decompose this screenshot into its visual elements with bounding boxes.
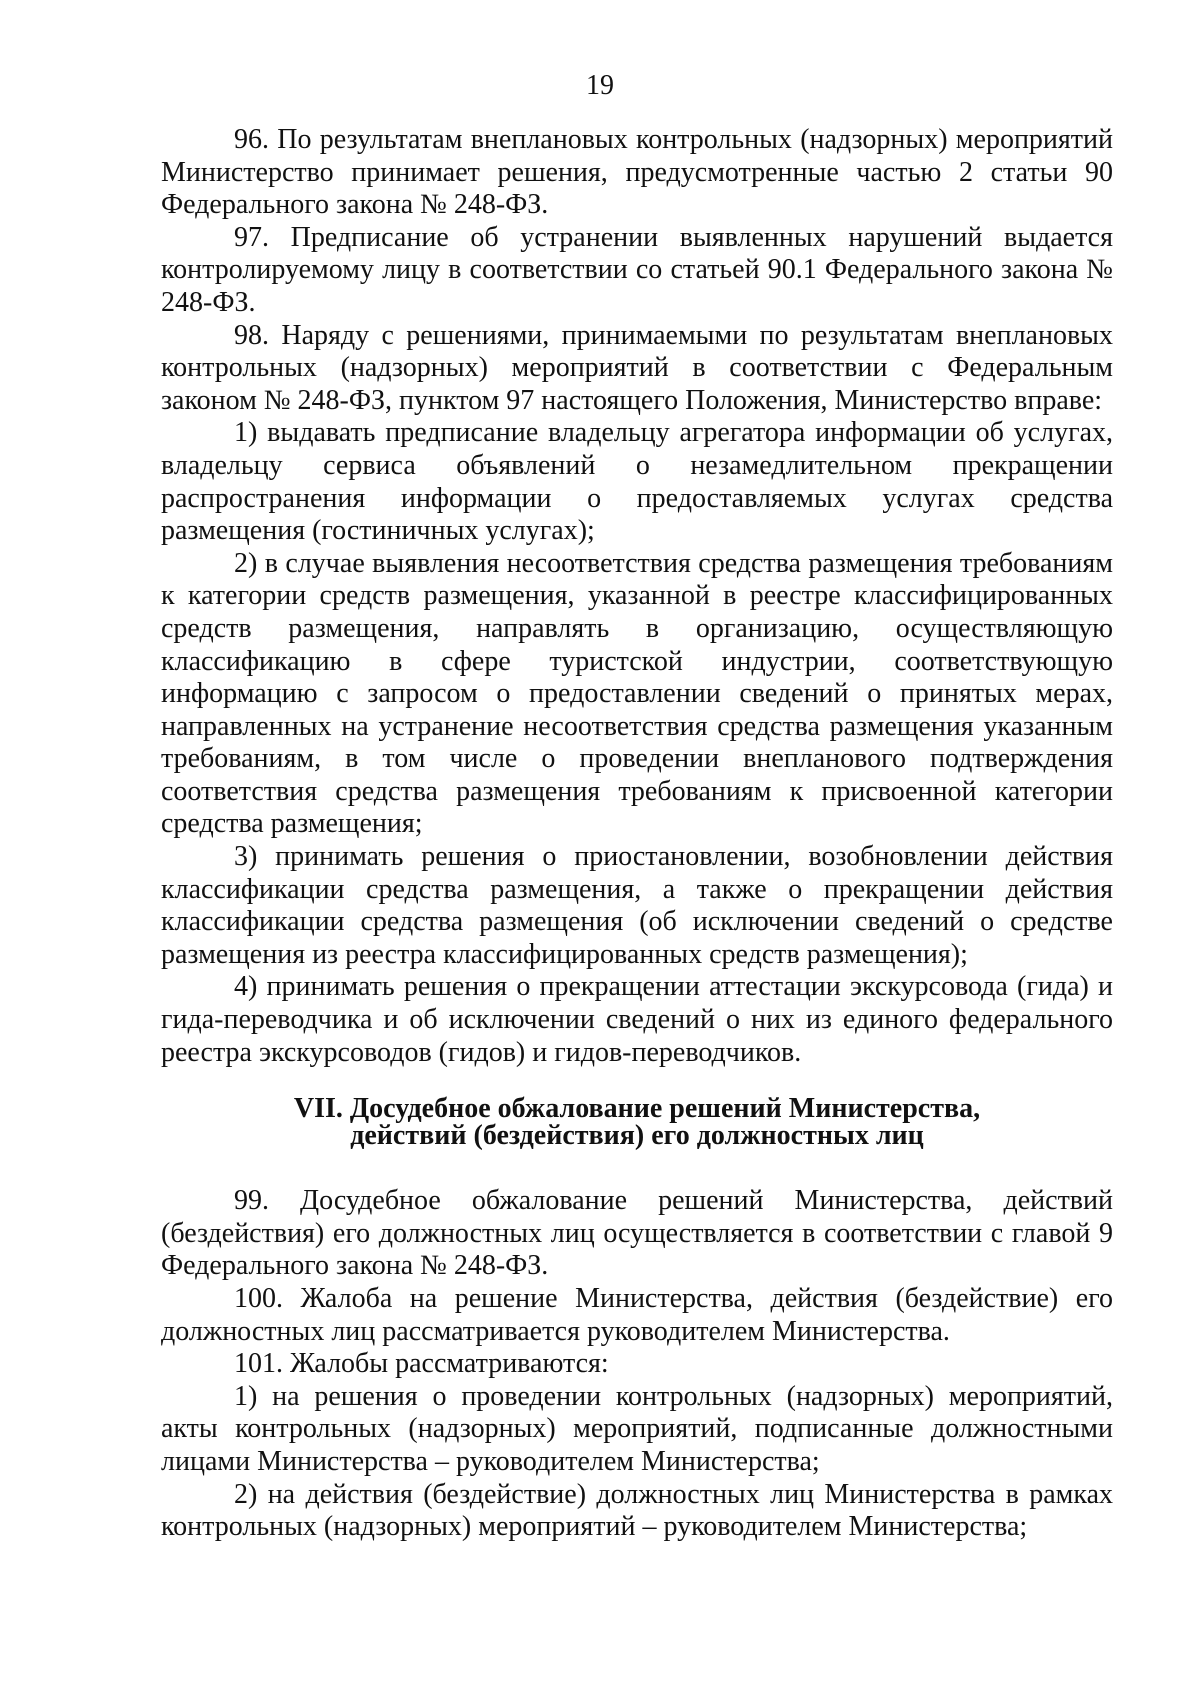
paragraph-98-item-2: 2) в случае выявления несоответствия средства размещения требованиям к категории средств размещения, указанной в реестре классифицированных средств размещения, направлять в организацию, осуществляющую классификацию в сфере туристской индустрии, соответствующую информацию с запросом о предоставлении сведений о принятых мерах, направленных на устранение несоответствия средства размещения указанным требованиям, в том числе о проведении внепланового подтверждения соответствия средства размещения требованиям к присвоенной категории средства размещения;	[161, 547, 1113, 840]
paragraph-98: 98. Наряду с решениями, принимаемыми по результатам внеплановых контрольных (надзорных) мероприятий в соответствии с Федеральным законом № 248-ФЗ, пунктом 97 настоящего Положения, Министерство вправе:	[161, 319, 1113, 416]
section-heading-line-1: VII. Досудебное обжалование решений Министерства,	[293, 1093, 981, 1125]
section-heading	[161, 1093, 1113, 1152]
paragraph-98-item-3: 3) принимать решения о приостановлении, возобновлении действия классификации средства размещения, а также о прекращении действия классификации средства размещения (об исключении сведений о средстве размещения из реестра классифицированных средств размещения);	[161, 841, 1113, 970]
paragraph-100: 100. Жалоба на решение Министерства, действия (бездействие) его должностных лиц рассматривается руководителем Министерства.	[161, 1283, 1113, 1347]
page-number: 19	[586, 70, 614, 101]
paragraph-101: 101. Жалобы рассматриваются:	[234, 1348, 609, 1380]
document-body	[161, 124, 1113, 1544]
paragraph-99: 99. Досудебное обжалование решений Министерства, действий (бездействия) его должностных лиц осуществляется в соответствии с главой 9 Федерального закона № 248-ФЗ.	[161, 1185, 1113, 1282]
paragraph-101-item-2: 2) на действия (бездействие) должностных лиц Министерства в рамках контрольных (надзорных) мероприятий – руководителем Министерства;	[161, 1478, 1113, 1543]
paragraph-98-item-4: 4) принимать решения о прекращении аттестации экскурсовода (гида) и гида-переводчика и об исключении сведений о них из единого федерального реестра экскурсоводов (гидов) и гидов-переводчиков.	[161, 971, 1113, 1068]
paragraph-98-item-1: 1) выдавать предписание владельцу агрегатора информации об услугах, владельцу сервиса объявлений о незамедлительном прекращении распространения информации о предоставляемых услугах средства размещения (гостиничных услугах);	[161, 417, 1113, 547]
paragraph-97: 97. Предписание об устранении выявленных нарушений выдается контролируемому лицу в соответствии со статьей 90.1 Федерального закона № 248-ФЗ.	[161, 221, 1113, 318]
paragraph-96: 96. По результатам внеплановых контрольных (надзорных) мероприятий Министерство принимает решения, предусмотренные частью 2 статьи 90 Федерального закона № 248-ФЗ.	[161, 124, 1113, 221]
section-heading-line-2: действий (бездействия) его должностных лиц	[350, 1120, 924, 1152]
paragraph-101-item-1: 1) на решения о проведении контрольных (надзорных) мероприятий, акты контрольных (надзорных) мероприятий, подписанные должностными лицами Министерства – руководителем Министерства;	[161, 1380, 1113, 1477]
